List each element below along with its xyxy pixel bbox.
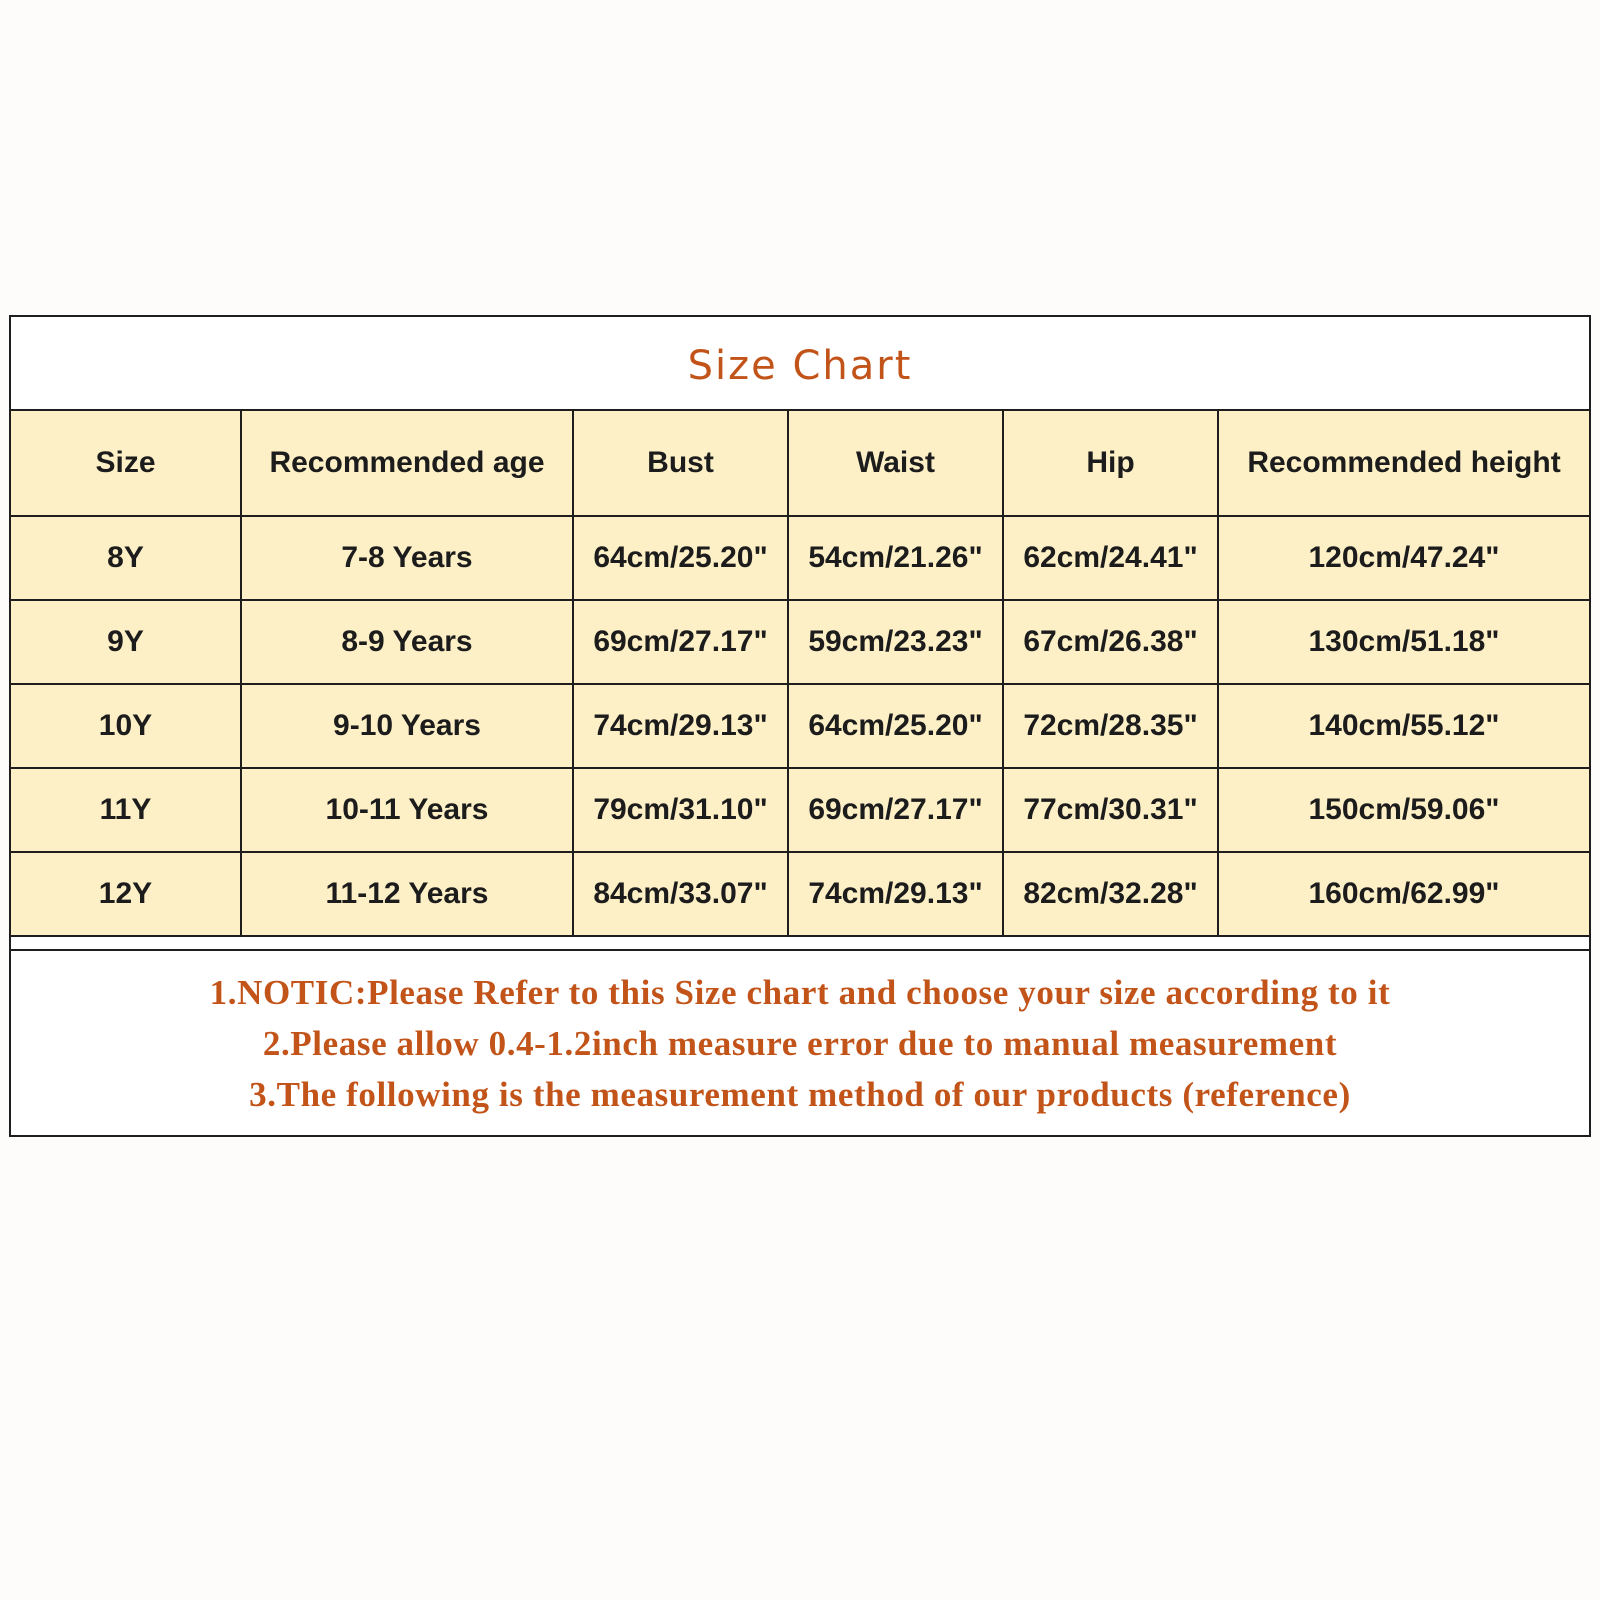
cell-height: 140cm/55.12" <box>1218 684 1589 768</box>
cell-bust: 69cm/27.17" <box>573 600 788 684</box>
cell-waist: 64cm/25.20" <box>788 684 1003 768</box>
note-line: 2.Please allow 0.4-1.2inch measure error due to manual measurement <box>262 1023 1338 1063</box>
header-size: Size <box>11 410 241 516</box>
header-recommended-age: Recommended age <box>241 410 573 516</box>
cell-waist: 59cm/23.23" <box>788 600 1003 684</box>
table-row <box>11 852 1589 936</box>
size-chart <box>9 315 1591 1137</box>
header-waist: Waist <box>788 410 1003 516</box>
cell-height: 130cm/51.18" <box>1218 600 1589 684</box>
cell-size: 9Y <box>11 600 241 684</box>
cell-hip: 72cm/28.35" <box>1003 684 1218 768</box>
cell-bust: 64cm/25.20" <box>573 516 788 600</box>
cell-age: 7-8 Years <box>241 516 573 600</box>
cell-height: 150cm/59.06" <box>1218 768 1589 852</box>
table-row <box>11 684 1589 768</box>
notes-section <box>11 949 1589 1135</box>
cell-age: 11-12 Years <box>241 852 573 936</box>
cell-size: 8Y <box>11 516 241 600</box>
cell-bust: 84cm/33.07" <box>573 852 788 936</box>
cell-hip: 82cm/32.28" <box>1003 852 1218 936</box>
cell-height: 160cm/62.99" <box>1218 852 1589 936</box>
cell-bust: 74cm/29.13" <box>573 684 788 768</box>
cell-hip: 67cm/26.38" <box>1003 600 1218 684</box>
table-row <box>11 516 1589 600</box>
cell-age: 8-9 Years <box>241 600 573 684</box>
cell-waist: 74cm/29.13" <box>788 852 1003 936</box>
cell-size: 12Y <box>11 852 241 936</box>
cell-size: 10Y <box>11 684 241 768</box>
table-header-row <box>11 410 1589 516</box>
chart-title: Size Chart <box>687 343 913 389</box>
cell-size: 11Y <box>11 768 241 852</box>
header-bust: Bust <box>573 410 788 516</box>
cell-age: 9-10 Years <box>241 684 573 768</box>
cell-waist: 54cm/21.26" <box>788 516 1003 600</box>
note-line: 1.NOTIC:Please Refer to this Size chart and choose your size according to it <box>209 972 1391 1012</box>
note-line: 3.The following is the measurement method of our products (reference) <box>249 1074 1351 1114</box>
size-table <box>11 409 1589 937</box>
cell-waist: 69cm/27.17" <box>788 768 1003 852</box>
cell-age: 10-11 Years <box>241 768 573 852</box>
table-row <box>11 768 1589 852</box>
header-recommended-height: Recommended height <box>1218 410 1589 516</box>
cell-hip: 62cm/24.41" <box>1003 516 1218 600</box>
cell-bust: 79cm/31.10" <box>573 768 788 852</box>
header-hip: Hip <box>1003 410 1218 516</box>
cell-height: 120cm/47.24" <box>1218 516 1589 600</box>
cell-hip: 77cm/30.31" <box>1003 768 1218 852</box>
table-row <box>11 600 1589 684</box>
